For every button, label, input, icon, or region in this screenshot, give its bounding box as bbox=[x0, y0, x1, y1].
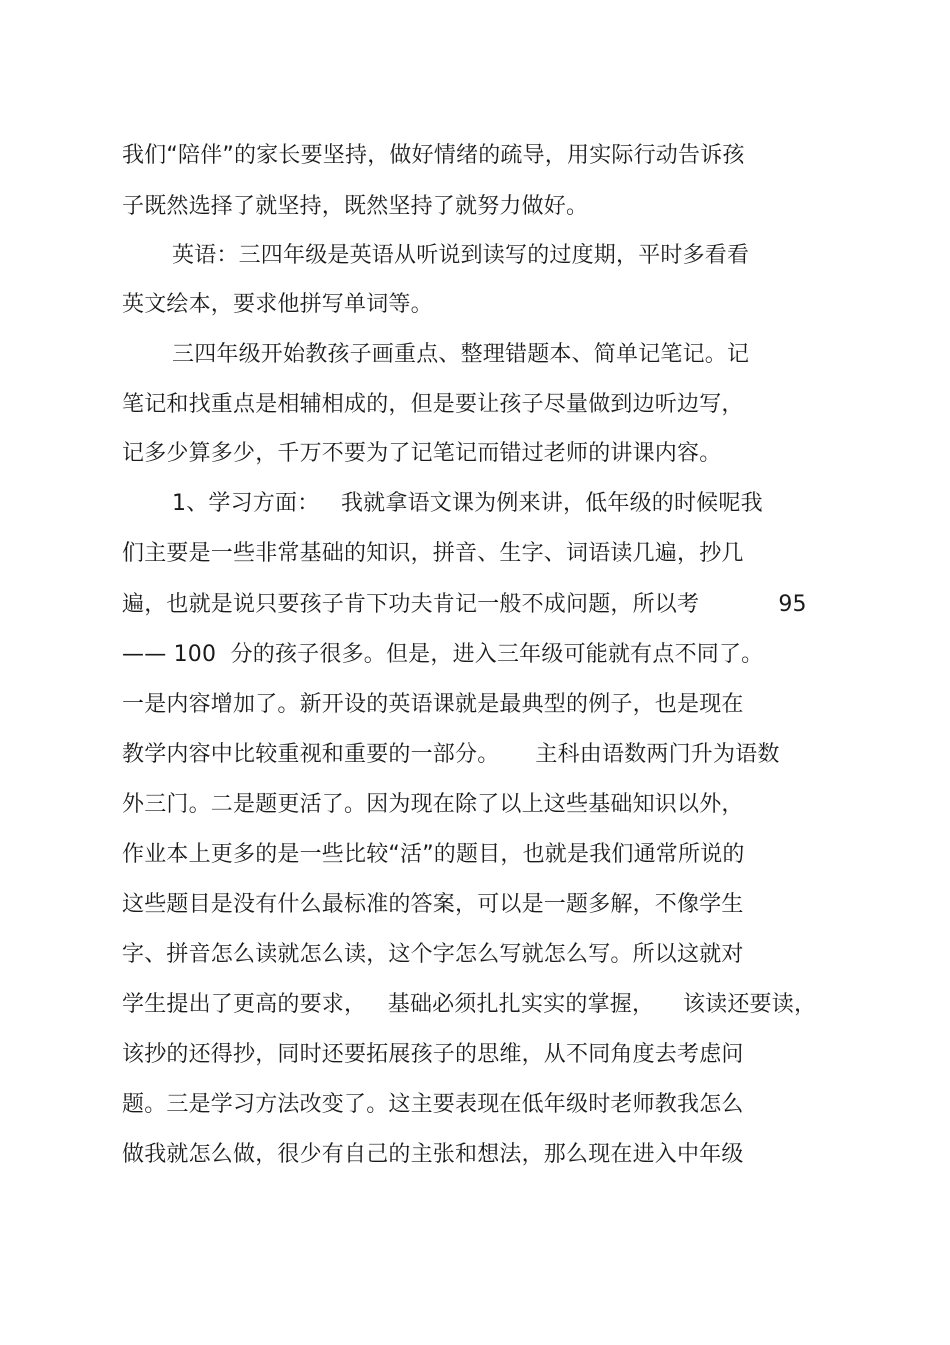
text-line: 记多少算多少，千万不要为了记笔记而错过老师的讲课内容。 bbox=[122, 441, 722, 466]
text-line: 这些题目是没有什么最标准的答案，可以是一题多解，不像学生 bbox=[122, 892, 744, 917]
text-line: 英语：三四年级是英语从听说到读写的过度期，平时多看看 bbox=[172, 243, 750, 268]
text-line: 一是内容增加了。新开设的英语课就是最典型的例子，也是现在 bbox=[122, 692, 744, 717]
text-line: 笔记和找重点是相辅相成的，但是要让孩子尽量做到边听边写， bbox=[122, 392, 744, 417]
text-line: 外三门。二是题更活了。因为现在除了以上这些基础知识以外， bbox=[122, 792, 744, 817]
text-line: 学生提出了更高的要求， 基础必须扎扎实实的掌握， 该读还要读， bbox=[122, 992, 817, 1017]
text-line: 1、学习方面： 我就拿语文课为例来讲，低年级的时候呢我 bbox=[172, 491, 763, 516]
text-line: 作业本上更多的是一些比较“活”的题目，也就是我们通常所说的 bbox=[122, 842, 745, 867]
text-line: 教学内容中比较重视和重要的一部分。 主科由语数两门升为语数 bbox=[122, 742, 780, 767]
text-line: 子既然选择了就坚持，既然坚持了就努力做好。 bbox=[122, 194, 589, 219]
text-line: 遍，也就是说只要孩子肯下功夫肯记一般不成问题，所以考 95 bbox=[122, 592, 807, 617]
text-line: 做我就怎么做，很少有自己的主张和想法，那么现在进入中年级 bbox=[122, 1142, 744, 1167]
text-line: 英文绘本，要求他拼写单词等。 bbox=[122, 292, 433, 317]
text-line: 我们“陪伴”的家长要坚持，做好情绪的疏导，用实际行动告诉孩 bbox=[122, 143, 745, 168]
text-line: 该抄的还得抄，同时还要拓展孩子的思维，从不同角度去考虑问 bbox=[122, 1042, 744, 1067]
text-line: —— 100 分的孩子很多。但是，进入三年级可能就有点不同了。 bbox=[122, 642, 764, 667]
text-line: 题。三是学习方法改变了。这主要表现在低年级时老师教我怎么 bbox=[122, 1092, 744, 1117]
text-line: 三四年级开始教孩子画重点、整理错题本、简单记笔记。记 bbox=[172, 342, 750, 367]
text-line: 字、拼音怎么读就怎么读，这个字怎么写就怎么写。所以这就对 bbox=[122, 942, 744, 967]
text-line: 们主要是一些非常基础的知识，拼音、生字、词语读几遍，抄几 bbox=[122, 541, 744, 566]
